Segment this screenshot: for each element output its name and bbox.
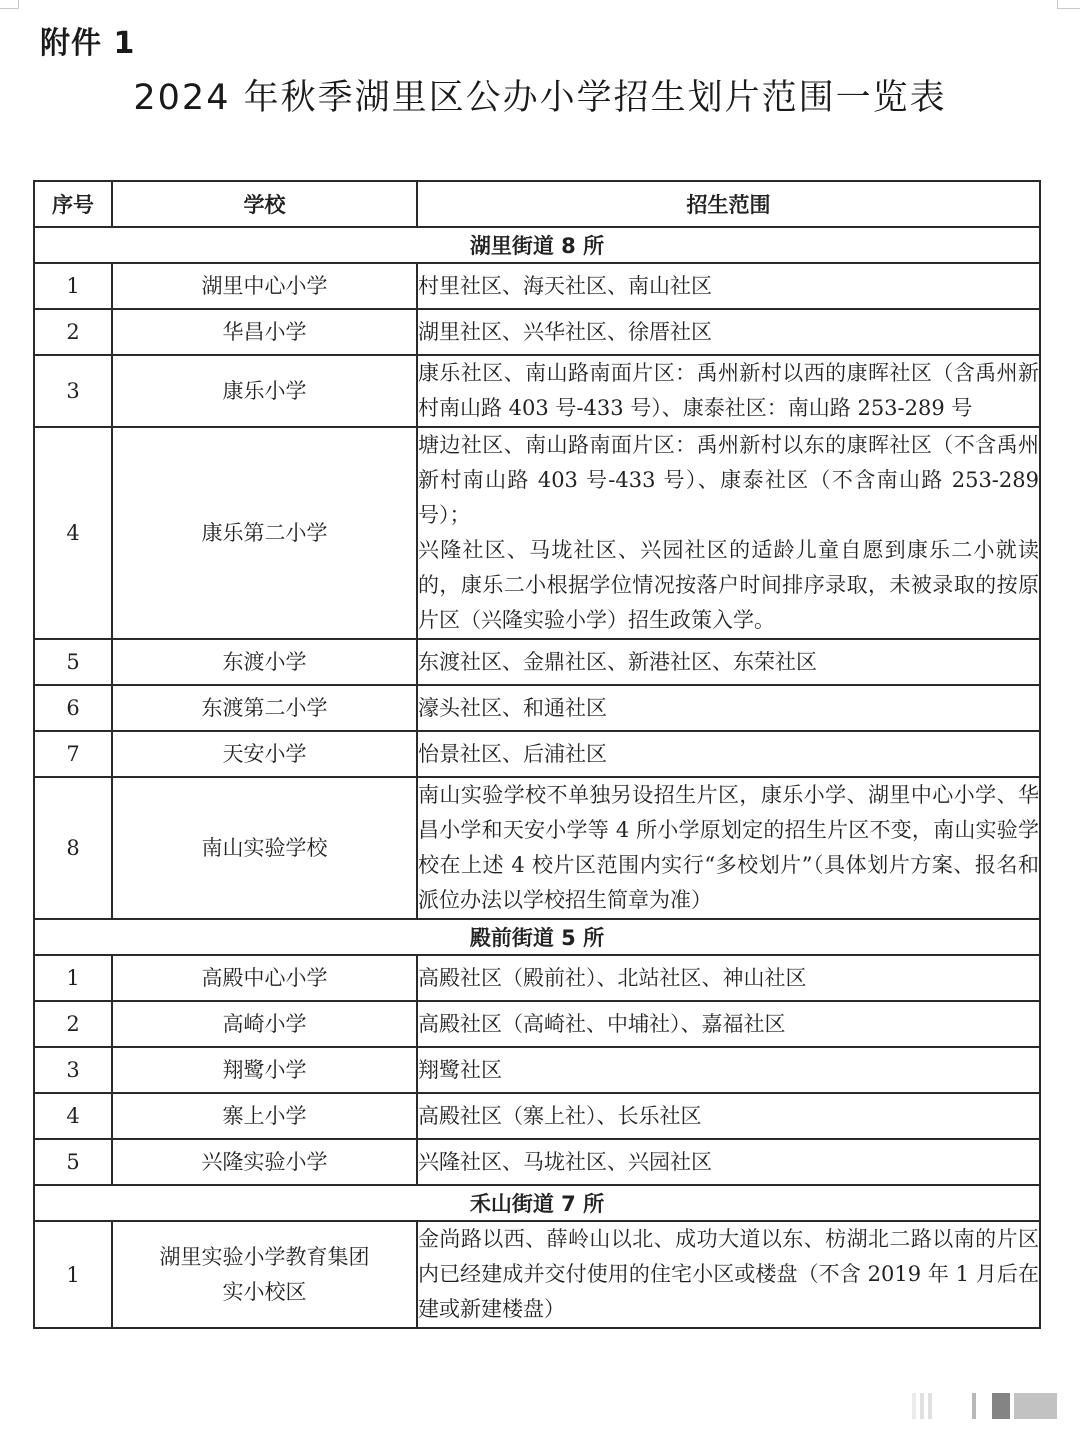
table-row — [34, 1221, 1040, 1328]
row-number: 1 — [34, 263, 112, 309]
enrollment-range: 濠头社区、和通社区 — [417, 685, 1040, 731]
enrollment-range-part-2: 兴隆社区、马垅社区、兴园社区的适龄儿童自愿到康乐二小就读的，康乐二小根据学位情况按落户时间排序录取，未被录取的按原片区（兴隆实验小学）招生政策入学。 — [418, 538, 1039, 632]
table-row — [34, 639, 1040, 685]
school-name: 东渡小学 — [112, 639, 417, 685]
enrollment-range: 金尚路以西、薛岭山以北、成功大道以东、枋湖北二路以南的片区内已经建成并交付使用的住宅小区或楼盘（不含 2019 年 1 月后在建或新建楼盘） — [417, 1221, 1040, 1328]
school-name-line-2: 实小校区 — [222, 1279, 307, 1304]
section-title: 禾山街道 7 所 — [34, 1185, 1040, 1221]
row-number: 1 — [34, 955, 112, 1001]
school-name: 天安小学 — [112, 731, 417, 777]
row-number: 6 — [34, 685, 112, 731]
school-name: 东渡第二小学 — [112, 685, 417, 731]
enrollment-range: 翔鹭社区 — [417, 1047, 1040, 1093]
row-number: 2 — [34, 309, 112, 355]
table-row — [34, 731, 1040, 777]
school-name: 华昌小学 — [112, 309, 417, 355]
row-number: 2 — [34, 1001, 112, 1047]
column-header-range: 招生范围 — [417, 181, 1040, 227]
row-number: 3 — [34, 355, 112, 427]
table-row — [34, 1139, 1040, 1185]
school-name: 高崎小学 — [112, 1001, 417, 1047]
school-name-line-1: 湖里实验小学教育集团 — [159, 1244, 370, 1269]
table-row — [34, 355, 1040, 427]
enrollment-range: 康乐社区、南山路南面片区：禹州新村以西的康晖社区（含禹州新村南山路 403 号-433 号）、康泰社区：南山路 253-289 号 — [417, 355, 1040, 427]
table-row — [34, 777, 1040, 919]
row-number: 7 — [34, 731, 112, 777]
school-name: 高殿中心小学 — [112, 955, 417, 1001]
section-row-dianqian — [34, 919, 1040, 955]
row-number: 5 — [34, 639, 112, 685]
enrollment-range-part-1: 塘边社区、南山路南面片区：禹州新村以东的康晖社区（不含禹州新村南山路 403 号-433 号）、康泰社区（不含南山路 253-289 号）； — [418, 433, 1039, 527]
school-name: 兴隆实验小学 — [112, 1139, 417, 1185]
table-row — [34, 263, 1040, 309]
section-row-heshan — [34, 1185, 1040, 1221]
page-corner-mark-left — [0, 0, 19, 9]
enrollment-range: 高殿社区（殿前社）、北站社区、神山社区 — [417, 955, 1040, 1001]
school-name: 康乐第二小学 — [112, 427, 417, 639]
column-header-no: 序号 — [34, 181, 112, 227]
column-header-school: 学校 — [112, 181, 417, 227]
row-number: 5 — [34, 1139, 112, 1185]
table-row — [34, 955, 1040, 1001]
row-number: 1 — [34, 1221, 112, 1328]
table-row — [34, 1093, 1040, 1139]
page-corner-mark-right — [1057, 0, 1080, 9]
row-number: 3 — [34, 1047, 112, 1093]
enrollment-range: 兴隆社区、马垅社区、兴园社区 — [417, 1139, 1040, 1185]
school-name: 康乐小学 — [112, 355, 417, 427]
school-name: 寨上小学 — [112, 1093, 417, 1139]
school-name: 翔鹭小学 — [112, 1047, 417, 1093]
enrollment-range: 怡景社区、后浦社区 — [417, 731, 1040, 777]
row-number: 4 — [34, 1093, 112, 1139]
enrollment-range: 南山实验学校不单独另设招生片区，康乐小学、湖里中心小学、华昌小学和天安小学等 4 所小学原划定的招生片区不变，南山实验学校在上述 4 校片区范围内实行“多校划片”（具体划片方案、报名和派位办法以学校招生简章为准） — [417, 777, 1040, 919]
row-number: 8 — [34, 777, 112, 919]
section-row-huli — [34, 227, 1040, 263]
table-row — [34, 427, 1040, 639]
enrollment-zone-table — [33, 180, 1041, 1329]
table-row — [34, 1001, 1040, 1047]
section-title: 湖里街道 8 所 — [34, 227, 1040, 263]
school-name: 湖里中心小学 — [112, 263, 417, 309]
table-header-row — [34, 181, 1040, 227]
table-row — [34, 309, 1040, 355]
table-row — [34, 685, 1040, 731]
section-title: 殿前街道 5 所 — [34, 919, 1040, 955]
enrollment-range: 高殿社区（寨上社）、长乐社区 — [417, 1093, 1040, 1139]
enrollment-range: 村里社区、海天社区、南山社区 — [417, 263, 1040, 309]
school-name: 南山实验学校 — [112, 777, 417, 919]
enrollment-range: 东渡社区、金鼎社区、新港社区、东荣社区 — [417, 639, 1040, 685]
document-title: 2024 年秋季湖里区公办小学招生划片范围一览表 — [133, 78, 947, 118]
table-row — [34, 1047, 1040, 1093]
watermark-image — [912, 1393, 1057, 1419]
attachment-label: 附件 1 — [40, 26, 136, 61]
row-number: 4 — [34, 427, 112, 639]
enrollment-range: 高殿社区（高崎社、中埔社）、嘉福社区 — [417, 1001, 1040, 1047]
enrollment-range: 湖里社区、兴华社区、徐厝社区 — [417, 309, 1040, 355]
enrollment-range — [417, 427, 1040, 639]
school-name — [112, 1221, 417, 1328]
